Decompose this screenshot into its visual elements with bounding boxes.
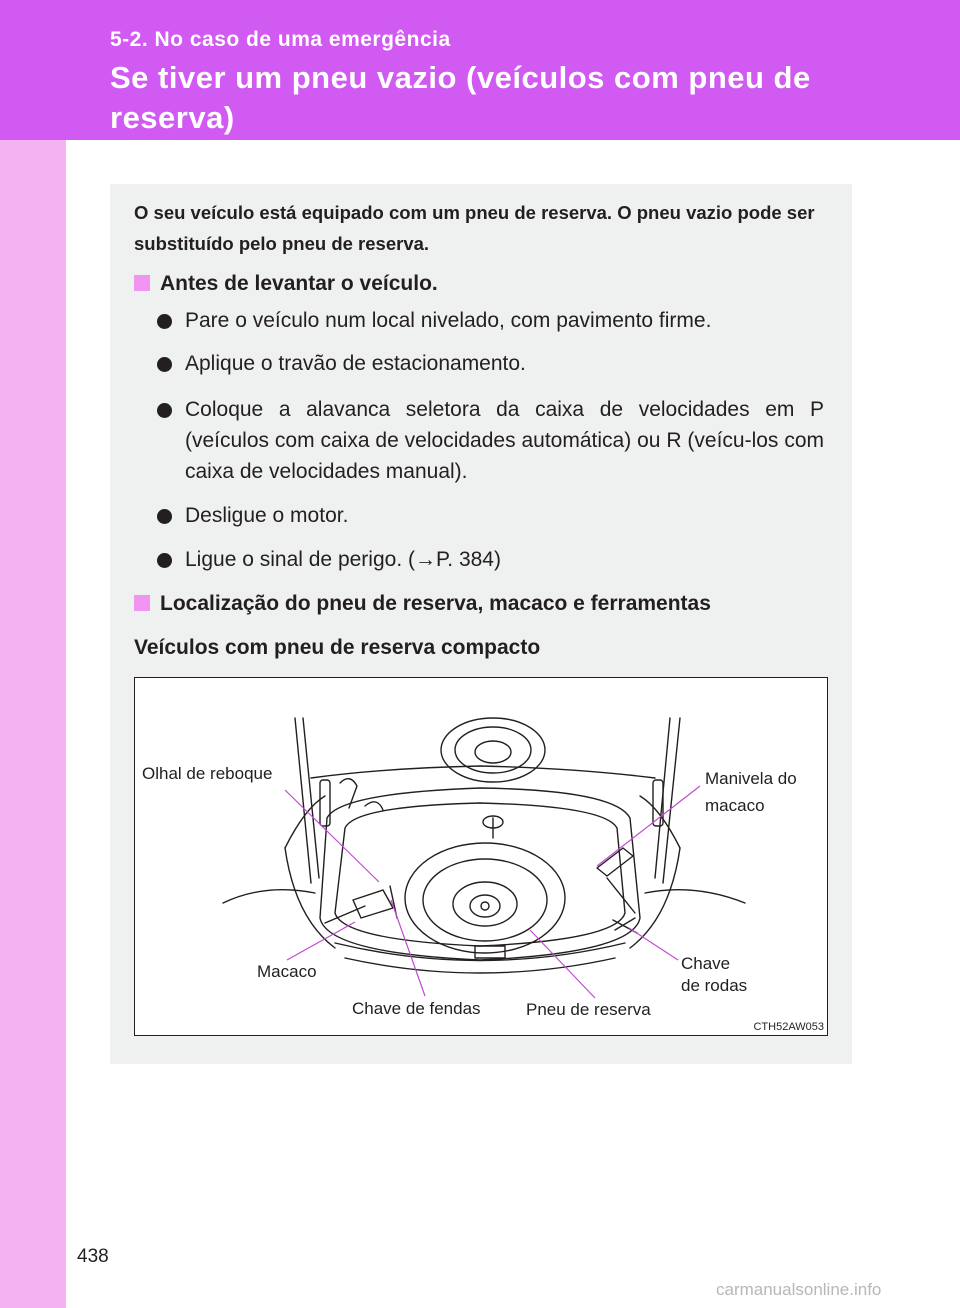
page-title: Se tiver um pneu vazio (veículos com pneu de reserva) bbox=[110, 60, 811, 135]
label-jack-handle-line2: macaco bbox=[705, 796, 765, 815]
page-number: 438 bbox=[77, 1246, 109, 1267]
watermark: carmanualsonline.info bbox=[716, 1280, 882, 1299]
bullet-text: Pare o veículo num local nivelado, com pavimento firme. bbox=[185, 309, 712, 332]
round-bullet-icon bbox=[157, 553, 172, 568]
intro-paragraph: O seu veículo está equipado com um pneu de reserva. O pneu vazio pode ser substituído pelo pneu de reserva. bbox=[134, 202, 815, 254]
bullet-text: Ligue o sinal de perigo. (→P. 384) bbox=[185, 548, 501, 571]
round-bullet-icon bbox=[157, 403, 172, 418]
label-jack-handle: Manivela do bbox=[705, 769, 797, 788]
heading-spare-location bbox=[134, 592, 711, 616]
bullet-item bbox=[157, 500, 824, 531]
sub-heading-compact-spare: Veículos com pneu de reserva compacto bbox=[134, 636, 541, 659]
section-label: 5-2. No caso de uma emergência bbox=[110, 28, 451, 51]
heading-before-lifting bbox=[134, 272, 438, 296]
round-bullet-icon bbox=[157, 509, 172, 524]
square-bullet-icon bbox=[134, 275, 150, 291]
bullet-item bbox=[157, 348, 824, 379]
bullet-text: Aplique o travão de estacionamento. bbox=[185, 352, 526, 375]
round-bullet-icon bbox=[157, 314, 172, 329]
figure-code: CTH52AW053 bbox=[753, 1021, 824, 1033]
page-header bbox=[0, 0, 960, 140]
trunk-illustration bbox=[134, 677, 828, 1036]
bullet-item bbox=[157, 544, 824, 575]
bullet-text: Desligue o motor. bbox=[185, 504, 349, 527]
heading-text: Antes de levantar o veículo. bbox=[160, 272, 438, 295]
square-bullet-icon bbox=[134, 595, 150, 611]
heading-text: Localização do pneu de reserva, macaco e ferramentas bbox=[160, 592, 711, 615]
label-wheel-wrench: Chave bbox=[681, 954, 731, 973]
bullet-item bbox=[157, 305, 824, 336]
label-towing-eye: Olhal de reboque bbox=[142, 764, 273, 783]
left-margin-strip bbox=[0, 0, 66, 1308]
label-wheel-wrench-line2: de rodas bbox=[681, 976, 748, 995]
label-jack: Macaco bbox=[257, 962, 317, 981]
label-spare-tire: Pneu de reserva bbox=[526, 1000, 651, 1019]
label-screwdriver: Chave de fendas bbox=[352, 999, 481, 1018]
round-bullet-icon bbox=[157, 357, 172, 372]
bullet-text: Coloque a alavanca seletora da caixa de velocidades em P (veículos com caixa de velocidades automática) ou R (veícu-los com caixa de velocidades manual). bbox=[185, 398, 824, 483]
bullet-item bbox=[157, 394, 824, 487]
